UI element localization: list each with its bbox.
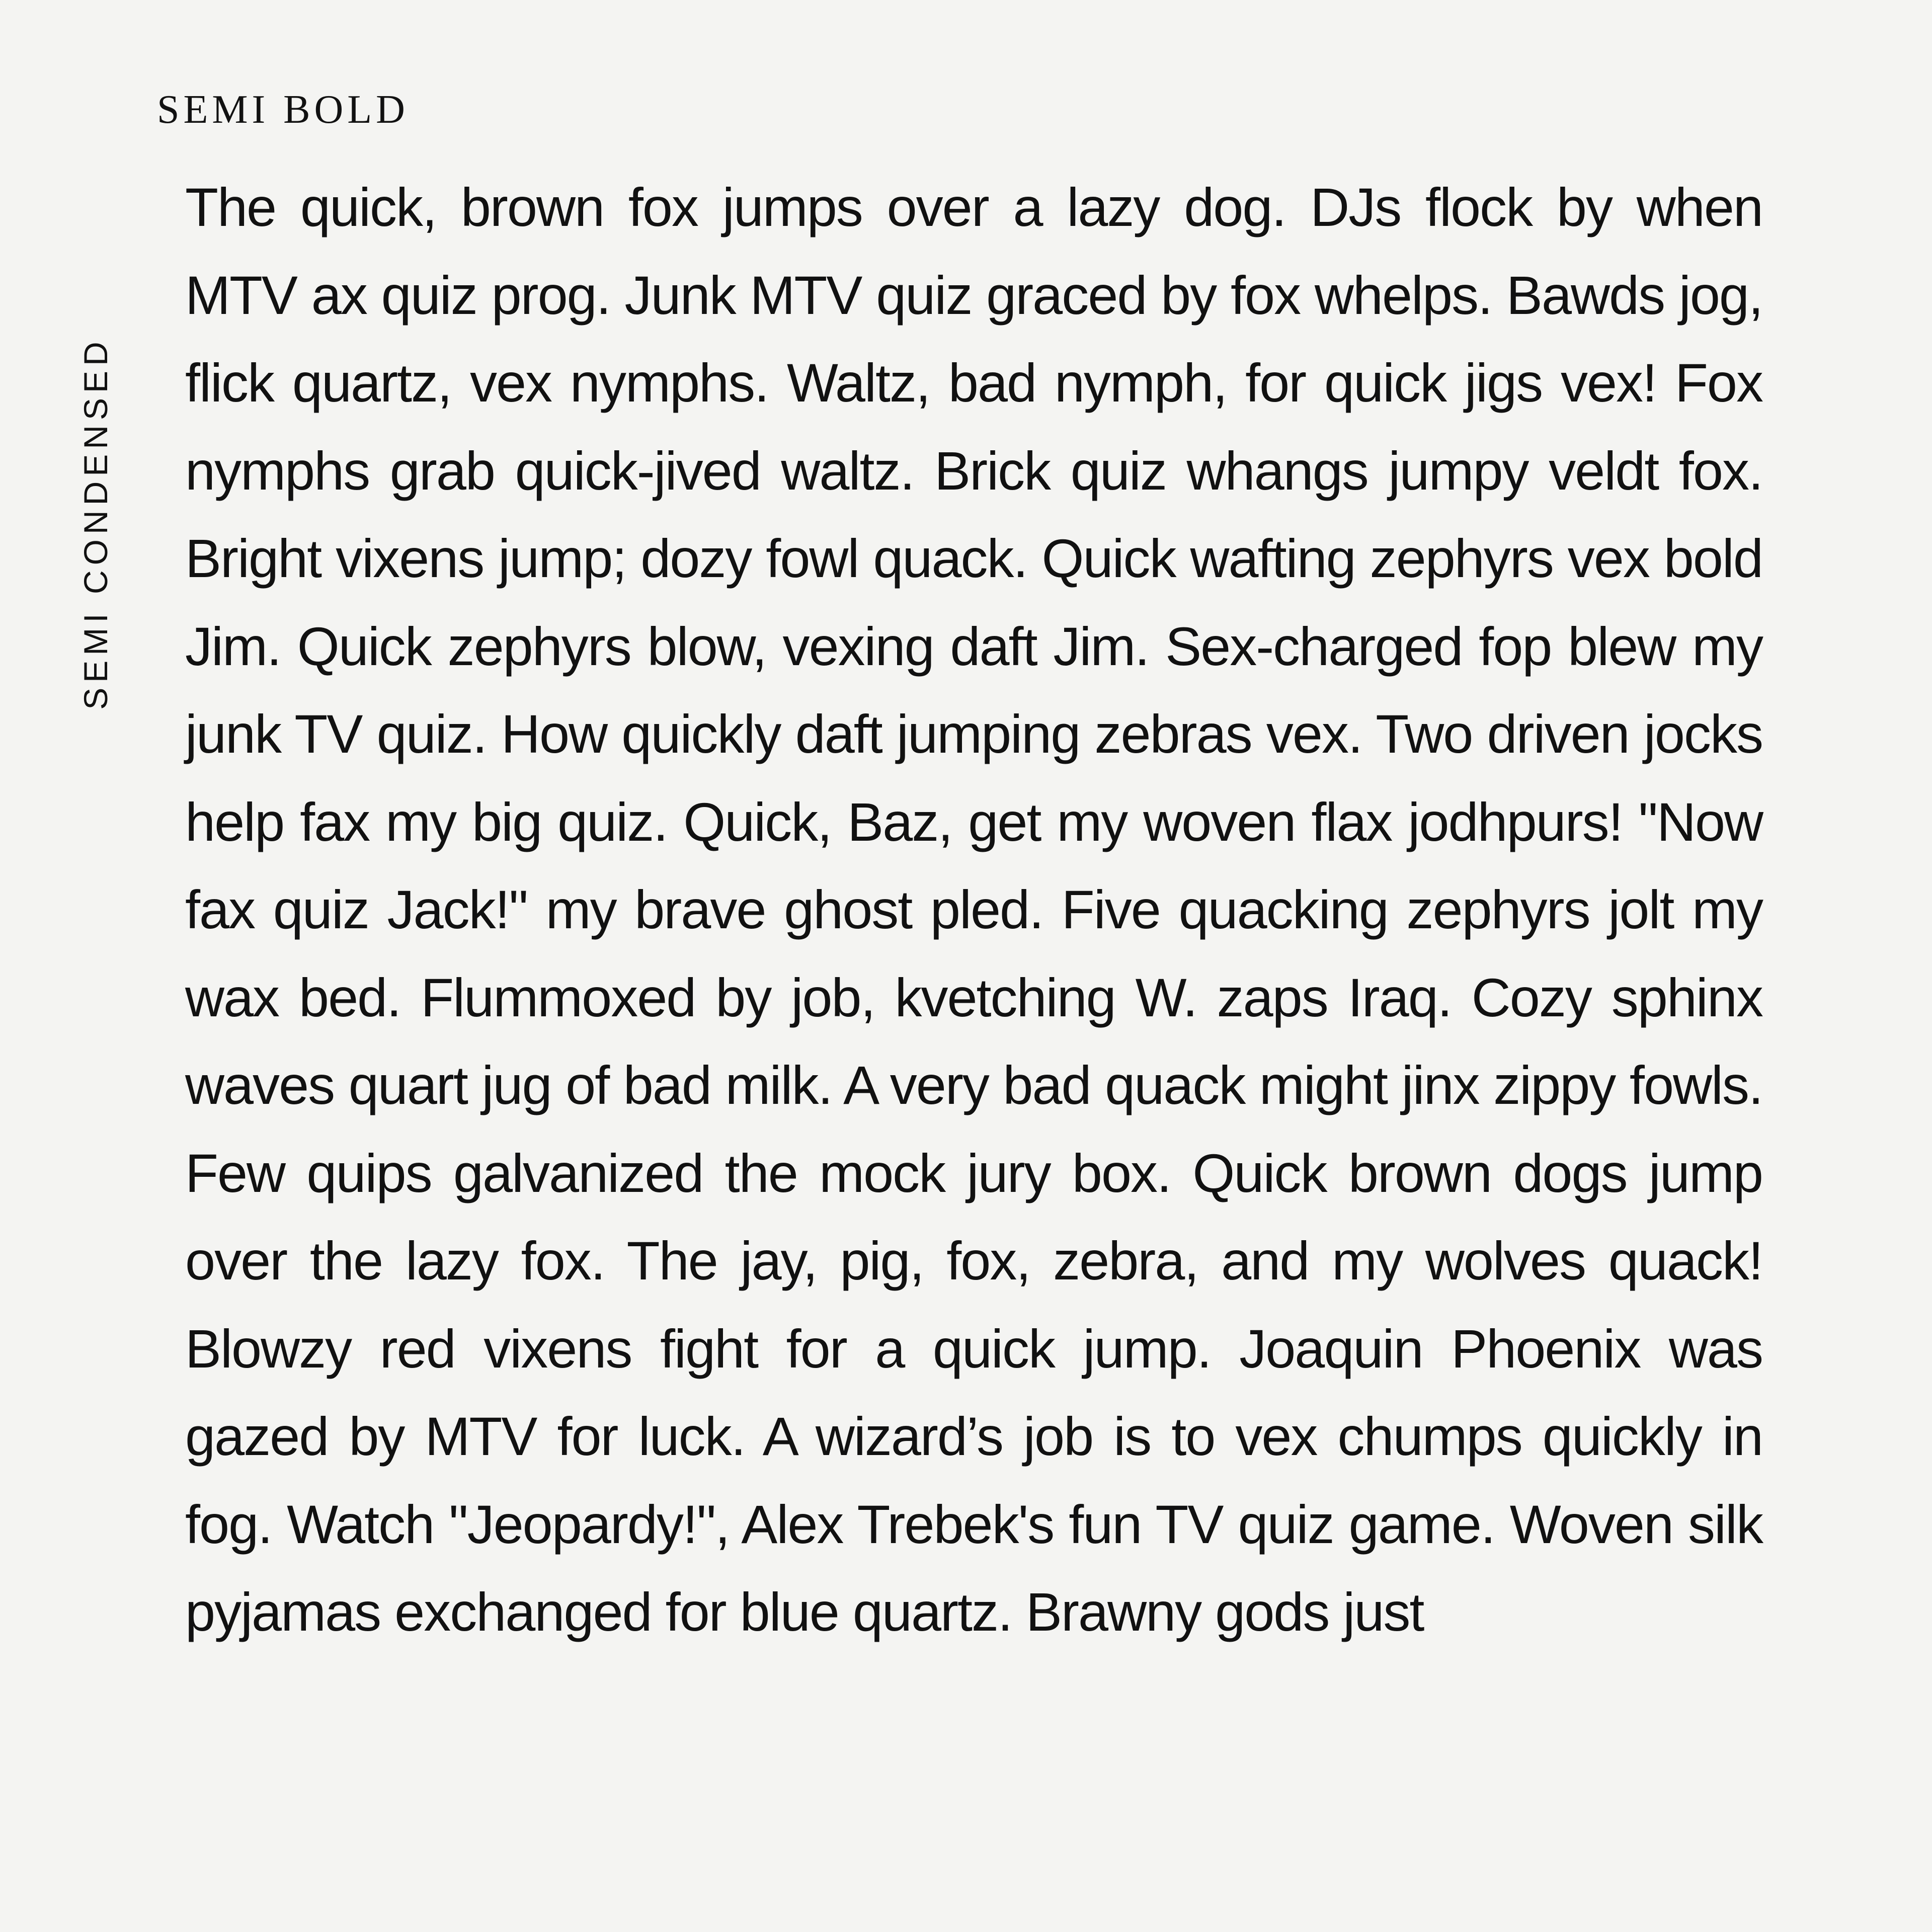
weight-label: SEMI BOLD [157,88,409,132]
specimen-paragraph: The quick, brown fox jumps over a lazy dog. DJs flock by when MTV ax quiz prog. Junk MTV quiz graced by fox whelps. Bawds jog, flick quartz, vex nymphs. Waltz, bad nymph, for quick jigs vex! Fox nymphs grab quick-jived waltz. Brick quiz whangs jumpy veldt fox. Bright vixens jump; dozy fowl quack. Quick wafting zephyrs vex bold Jim. Quick zephyrs blow, vexing daft Jim. Sex-charged fop blew my junk TV quiz. How quickly daft jumping zebras vex. Two driven jocks help fax my big quiz. Quick, Baz, get my woven flax jodhpurs! "Now fax quiz Jack!" my brave ghost pled. Five quacking zephyrs jolt my wax bed. Flummoxed by job, kvetching W. zaps Iraq. Cozy sphinx waves quart jug of bad milk. A very bad quack might jinx zippy fowls. Few quips galvanized the mock jury box. Quick brown dogs jump over the lazy fox. The jay, pig, fox, zebra, and my wolves quack! Blowzy red vixens fight for a quick jump. Joaquin Phoenix was gazed by MTV for luck. A wizard’s job is to vex chumps quickly in fog. Watch "Jeopardy!", Alex Trebek's fun TV quiz game. Woven silk pyjamas exchanged for blue quartz. Brawny gods just [185,177,1762,1642]
width-label: SEMI CONDENSED [77,337,114,710]
